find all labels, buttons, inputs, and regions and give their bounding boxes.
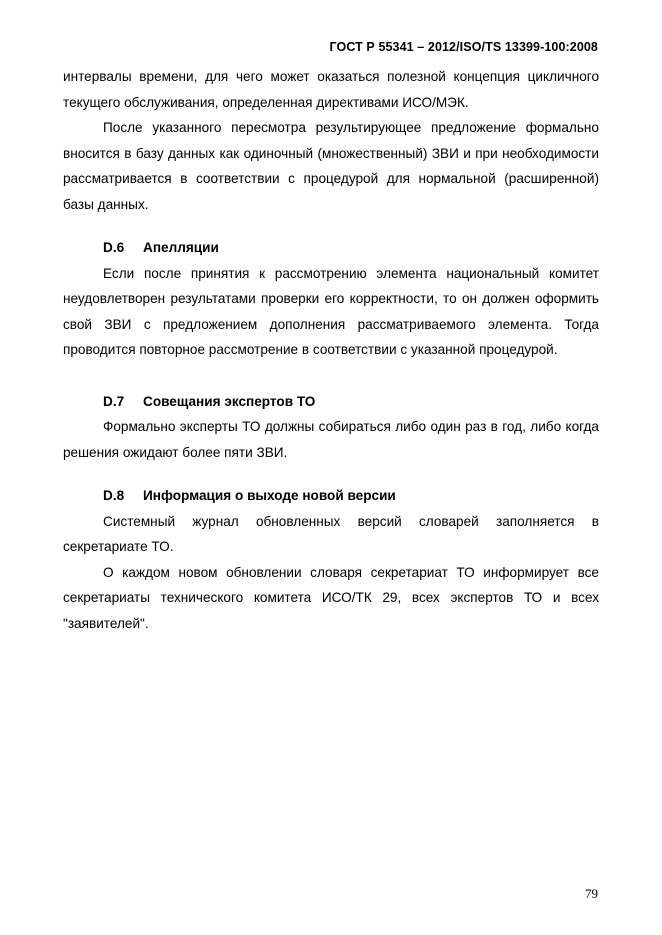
document-header: ГОСТ Р 55341 – 2012/ISO/TS 13399-100:2008 bbox=[329, 40, 598, 54]
section-title: Апелляции bbox=[143, 240, 219, 255]
section-heading-d8 bbox=[63, 483, 599, 509]
document-body bbox=[63, 64, 599, 636]
paragraph: Системный журнал обновленных версий словарей заполняется в секретариате ТО. bbox=[63, 513, 599, 554]
paragraph: Формально эксперты ТО должны собираться либо один раз в год, либо когда решения ожидают более пяти ЗВИ. bbox=[63, 419, 599, 460]
page-number: 79 bbox=[585, 886, 598, 901]
section-number: D.7 bbox=[103, 393, 125, 409]
section-heading-d6 bbox=[63, 235, 599, 261]
paragraph: После указанного пересмотра результирующее предложение формально вносится в базу данных как одиночный (множественный) ЗВИ и при необходимости рассматривается в соответствии с процедурой для нормальной (расширенной) базы данных. bbox=[63, 120, 599, 212]
section-number: D.6 bbox=[103, 240, 125, 255]
paragraph: О каждом новом обновлении словаря секретариат ТО информирует все секретариаты технического комитета ИСО/ТК 29, всех экспертов ТО и всех "заявителей". bbox=[63, 564, 599, 631]
section-number: D.8 bbox=[103, 488, 125, 503]
section-heading-d7 bbox=[63, 389, 599, 415]
section-title: Информация о выходе новой версии bbox=[143, 488, 396, 503]
section-title: Совещания экспертов ТО bbox=[143, 393, 316, 409]
paragraph: Если после принятия к рассмотрению элемента национальный комитет неудовлетворен результатами проверки его корректности, то он должен оформить свой ЗВИ с предложением дополнения рассматриваемого элемента. Тогда проводится повторное рассмотрение в соответствии с указанной процедурой. bbox=[63, 265, 599, 357]
paragraph-continuation: интервалы времени, для чего может оказаться полезной концепция цикличного текущего обслуживания, определенная директивами ИСО/МЭК. bbox=[63, 69, 599, 110]
